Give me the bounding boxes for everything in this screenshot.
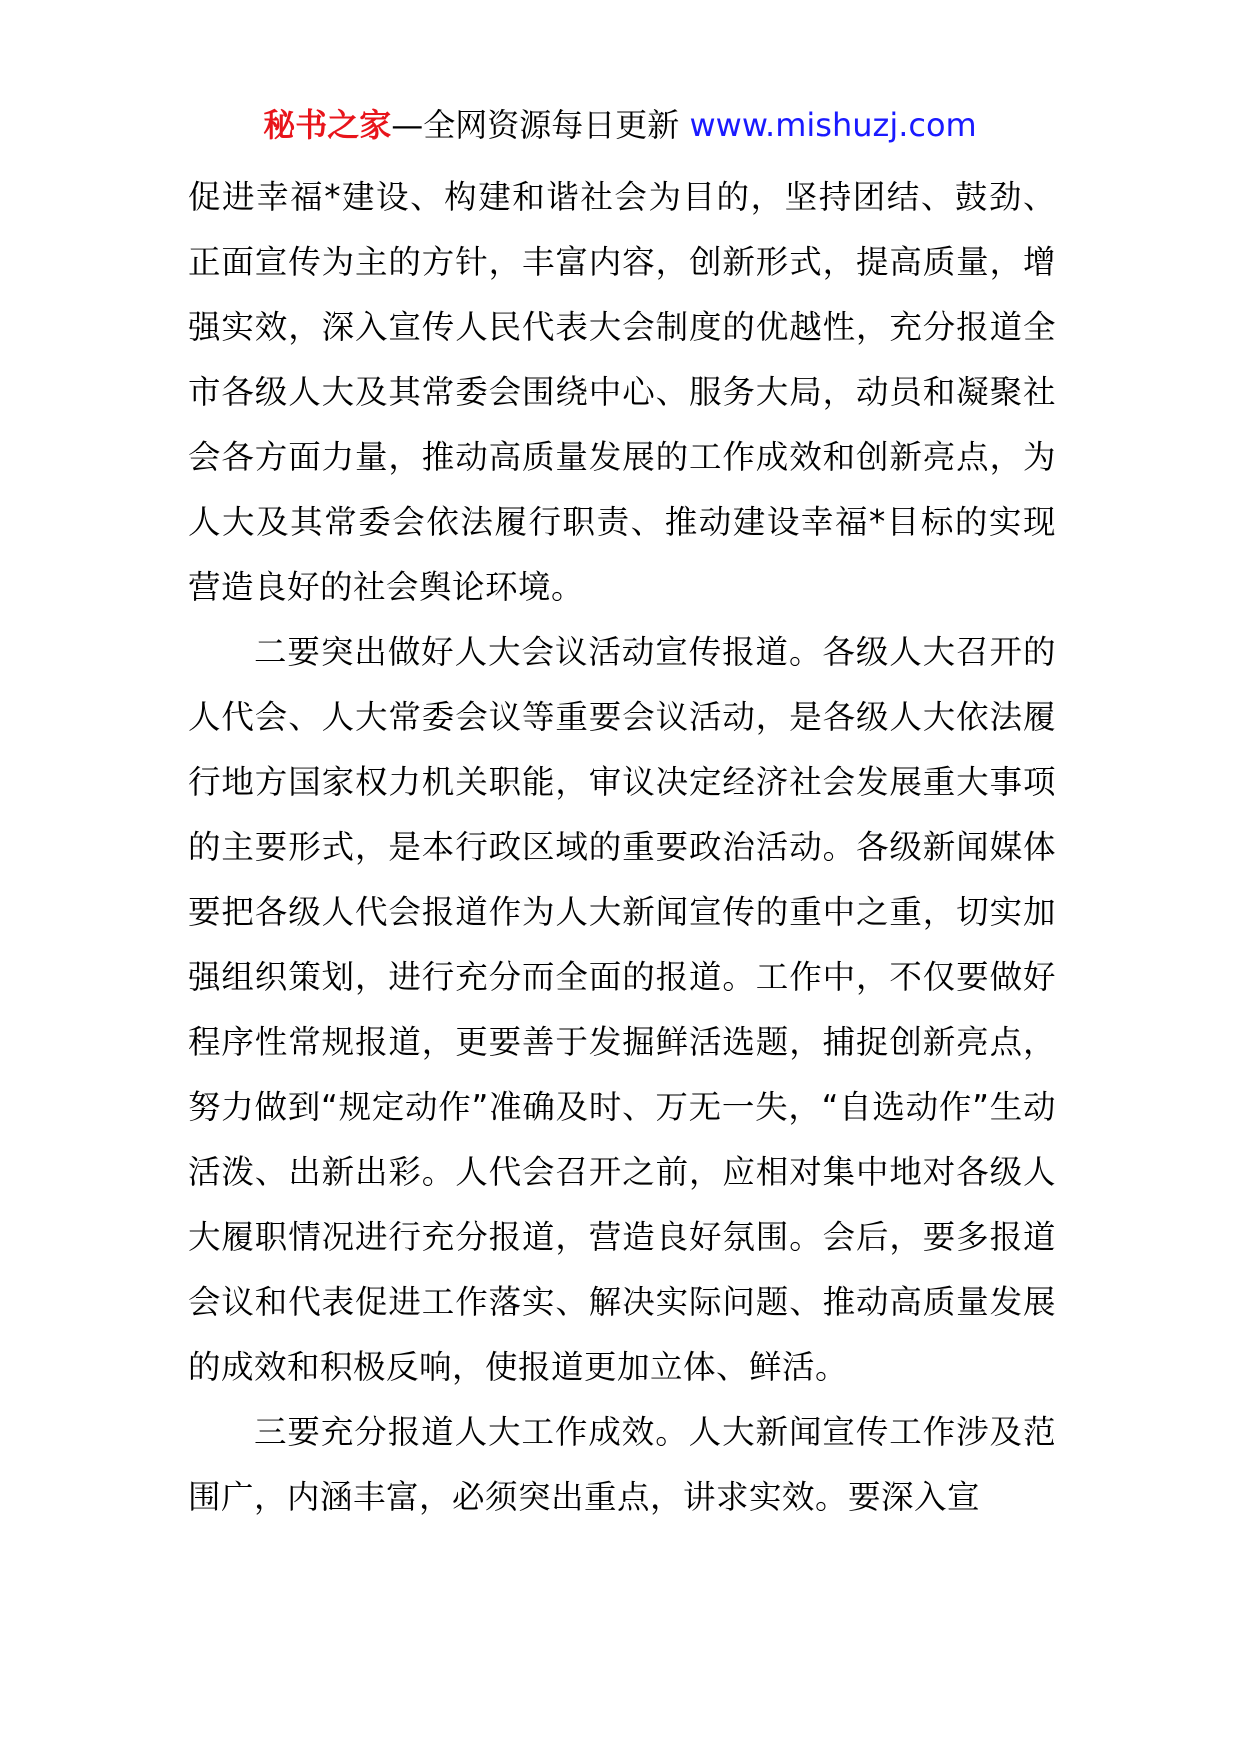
paragraph-work-results: 三要充分报道人大工作成效。人大新闻宣传工作涉及范围广，内涵丰富，必须突出重点，讲求实效。要深入宣 <box>188 1413 1056 1516</box>
paragraph-meeting-coverage: 二要突出做好人大会议活动宣传报道。各级人大召开的人代会、人大常委会议等重要会议活动，是各级人大依法履行地方国家权力机关职能，审议决定经济社会发展重大事项的主要形式，是本行政区域的重要政治活动。各级新闻媒体要把各级人代会报道作为人大新闻宣传的重中之重，切实加强组织策划，进行充分而全面的报道。工作中，不仅要做好程序性常规报道，更要善于发掘鲜活选题，捕捉创新亮点，努力做到“规定动作”准确及时、万无一失，“自选动作”生动活泼、出新出彩。人代会召开之前，应相对集中地对各级人大履职情况进行充分报道，营造良好氛围。会后，要多报道会议和代表促进工作落实、解决实际问题、推动高质量发展的成效和积极反响，使报道更加立体、鲜活。 <box>188 633 1056 1386</box>
site-tagline: —全网资源每日更新 <box>391 106 680 144</box>
paragraph-continued: 促进幸福*建设、构建和谐社会为目的，坚持团结、鼓劲、正面宣传为主的方针，丰富内容，创新形式，提高质量，增强实效，深入宣传人民代表大会制度的优越性，充分报道全市各级人大及其常委会围绕中心、服务大局，动员和凝聚社会各方面力量，推动高质量发展的工作成效和创新亮点，为人大及其常委会依法履行职责、推动建设幸福*目标的实现营造良好的社会舆论环境。 <box>188 178 1056 606</box>
site-name: 秘书之家 <box>263 106 392 144</box>
page-header <box>0 100 1240 150</box>
site-url-link[interactable]: www.mishuzj.com <box>689 106 977 144</box>
document-body <box>188 165 1056 1530</box>
